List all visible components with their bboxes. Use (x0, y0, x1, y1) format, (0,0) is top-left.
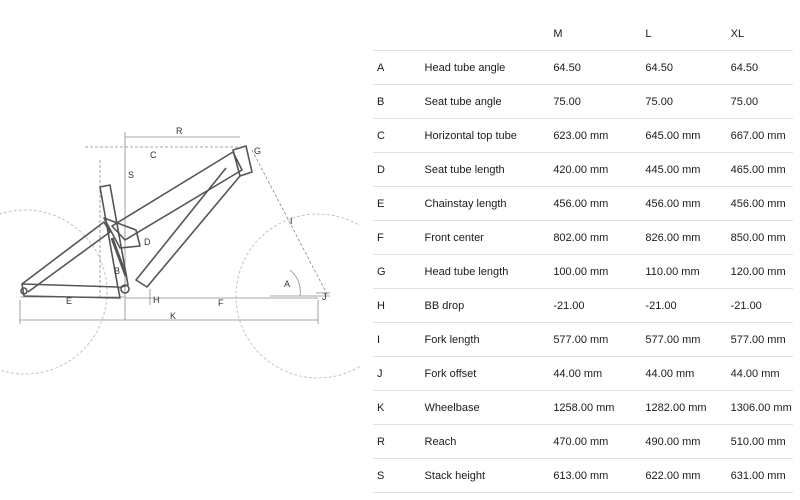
dim-label-i: I (290, 216, 293, 226)
bike-frame (21, 146, 252, 298)
header-size-l: L (645, 28, 652, 40)
header-size-xl: XL (730, 28, 745, 40)
row-value-l: 577.00 mm (645, 333, 701, 346)
row-value-m: 623.00 mm (553, 129, 609, 142)
row-value-l: 826.00 mm (645, 231, 701, 244)
row-letter: J (377, 367, 383, 380)
row-value-l: 1282.00 mm (645, 401, 707, 414)
dim-label-f: F (218, 298, 224, 308)
row-value-l: 445.00 mm (645, 163, 701, 176)
row-value-xl: 1306.00 mm (730, 401, 792, 414)
row-parameter: Fork offset (424, 367, 477, 380)
row-parameter: Head tube angle (424, 61, 506, 74)
row-letter: D (377, 163, 385, 176)
dim-label-k: K (170, 311, 177, 321)
row-value-l: 110.00 mm (645, 265, 700, 278)
row-value-xl: 75.00 (730, 95, 759, 108)
table-row (373, 357, 793, 391)
row-letter: R (377, 435, 385, 448)
row-value-m: 613.00 mm (553, 469, 609, 482)
row-value-m: 456.00 mm (553, 197, 609, 210)
row-value-l: 75.00 (645, 95, 673, 108)
table-row (373, 85, 793, 119)
row-parameter: Fork length (424, 333, 480, 346)
table-row (373, 119, 793, 153)
row-parameter: Head tube length (424, 265, 509, 278)
row-value-m: -21.00 (553, 299, 585, 312)
row-value-xl: 456.00 mm (730, 197, 786, 210)
table-header-row (373, 18, 793, 51)
table-row (373, 255, 793, 289)
dim-label-h: H (153, 295, 160, 305)
table-row (373, 391, 793, 425)
dim-label-a: A (284, 279, 291, 289)
row-value-l: 490.00 mm (645, 435, 701, 448)
row-value-m: 802.00 mm (553, 231, 609, 244)
row-letter: S (377, 469, 385, 482)
row-value-xl: 667.00 mm (730, 129, 786, 142)
table-row (373, 153, 793, 187)
row-letter: C (377, 129, 385, 142)
table-row (373, 425, 793, 459)
row-value-l: 456.00 mm (645, 197, 701, 210)
row-value-xl: 120.00 mm (730, 265, 786, 278)
table-row (373, 289, 793, 323)
dim-label-e: E (66, 296, 73, 306)
row-value-l: 64.50 (645, 61, 673, 74)
table-body (373, 51, 793, 493)
row-value-m: 420.00 mm (553, 163, 609, 176)
bike-geometry-diagram (0, 0, 360, 500)
row-value-xl: 850.00 mm (730, 231, 786, 244)
geometry-table (373, 18, 793, 493)
table-row (373, 187, 793, 221)
row-value-m: 100.00 mm (553, 265, 609, 278)
table-row (373, 323, 793, 357)
row-letter: A (377, 61, 385, 74)
row-parameter: Horizontal top tube (424, 129, 517, 142)
row-letter: H (377, 299, 385, 312)
row-value-xl: 631.00 mm (730, 469, 786, 482)
dim-label-g: G (254, 146, 262, 156)
row-value-xl: -21.00 (730, 299, 762, 312)
row-value-l: 44.00 mm (645, 367, 695, 380)
row-value-l: -21.00 (645, 299, 677, 312)
row-parameter: Wheelbase (424, 401, 480, 414)
row-value-m: 75.00 (553, 95, 581, 108)
rear-wheel (0, 210, 107, 374)
row-letter: E (377, 197, 385, 210)
row-parameter: Chainstay length (424, 197, 507, 210)
row-value-xl: 465.00 mm (730, 163, 786, 176)
row-parameter: Seat tube angle (424, 95, 502, 108)
row-value-m: 44.00 mm (553, 367, 603, 380)
table-row (373, 51, 793, 85)
row-value-l: 645.00 mm (645, 129, 701, 142)
header-size-m: M (553, 28, 563, 40)
row-value-m: 577.00 mm (553, 333, 609, 346)
row-letter: F (377, 231, 384, 244)
row-value-xl: 64.50 (730, 61, 759, 74)
row-value-m: 1258.00 mm (553, 401, 615, 414)
row-value-xl: 510.00 mm (730, 435, 786, 448)
row-letter: K (377, 401, 385, 414)
row-parameter: Seat tube length (424, 163, 505, 176)
row-parameter: Reach (424, 435, 457, 448)
dim-label-r: R (176, 126, 183, 136)
table-row (373, 459, 793, 493)
row-value-m: 64.50 (553, 61, 581, 74)
row-parameter: Stack height (424, 469, 486, 482)
row-parameter: Front center (424, 231, 484, 244)
row-letter: I (377, 333, 381, 346)
row-value-xl: 577.00 mm (730, 333, 786, 346)
row-letter: B (377, 95, 385, 108)
row-value-l: 622.00 mm (645, 469, 701, 482)
dim-label-s: S (128, 170, 135, 180)
dim-label-b: B (114, 266, 121, 276)
row-parameter: BB drop (424, 299, 465, 312)
dim-label-d: D (144, 237, 151, 247)
table-row (373, 221, 793, 255)
row-value-m: 470.00 mm (553, 435, 609, 448)
row-value-xl: 44.00 mm (730, 367, 780, 380)
dim-label-j: J (322, 292, 327, 302)
dim-label-c: C (150, 150, 157, 160)
row-letter: G (377, 265, 386, 278)
